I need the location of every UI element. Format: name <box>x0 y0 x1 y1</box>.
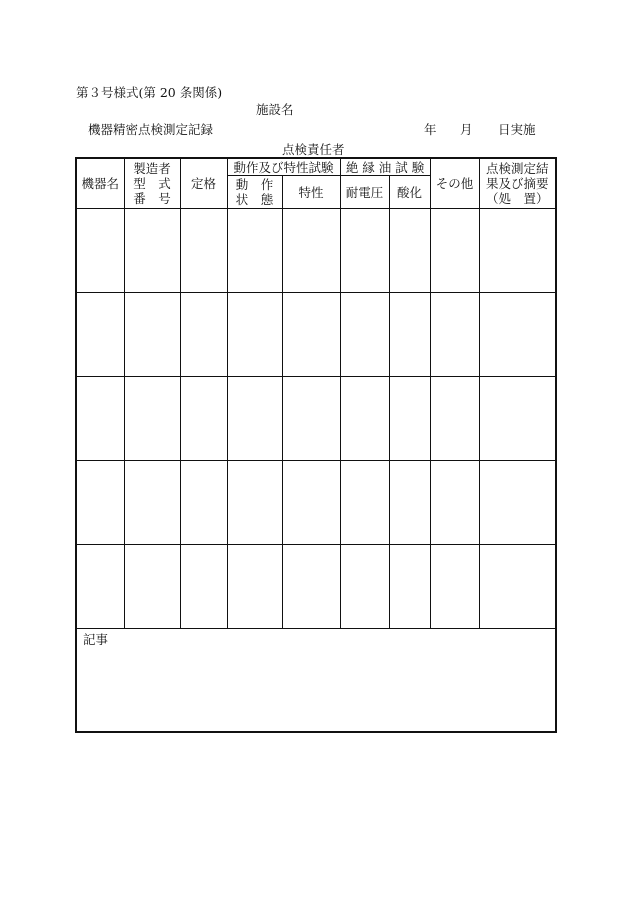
table-cell[interactable] <box>124 293 180 377</box>
table-cell[interactable] <box>180 209 227 293</box>
table-cell[interactable] <box>430 545 479 629</box>
table-cell[interactable] <box>76 293 124 377</box>
table-cell[interactable] <box>389 377 430 461</box>
table-cell[interactable] <box>227 209 282 293</box>
table-cell[interactable] <box>340 293 389 377</box>
header-result-summary: 点検測定結 果及び摘要 （処 置） <box>479 158 556 209</box>
table-cell[interactable] <box>479 293 556 377</box>
header-oxidation: 酸化 <box>389 176 430 209</box>
form-number: 第３号様式(第 20 条関係) <box>76 85 223 100</box>
table-row <box>76 377 556 461</box>
header-insulating-oil-tests: 絶 縁 油 試 験 <box>340 158 430 176</box>
table-cell[interactable] <box>227 545 282 629</box>
header-rating: 定格 <box>180 158 227 209</box>
table-row <box>76 209 556 293</box>
table-cell[interactable] <box>76 209 124 293</box>
table-cell[interactable] <box>180 461 227 545</box>
header-maker-model-number: 製造者 型 式 番 号 <box>124 158 180 209</box>
table-cell[interactable] <box>430 293 479 377</box>
table-row <box>76 293 556 377</box>
table-cell[interactable] <box>180 377 227 461</box>
table-cell[interactable] <box>124 377 180 461</box>
table-cell[interactable] <box>282 461 340 545</box>
date-day-label: 日実施 <box>498 122 536 137</box>
date-year-label: 年 <box>424 122 437 137</box>
header-operation-tests: 動作及び特性試験 <box>227 158 340 176</box>
table-cell[interactable] <box>430 461 479 545</box>
notes-cell[interactable] <box>76 629 556 733</box>
table-cell[interactable] <box>76 461 124 545</box>
table-cell[interactable] <box>389 545 430 629</box>
notes-label: 記事 <box>83 632 109 647</box>
header-withstand-voltage: 耐電圧 <box>340 176 389 209</box>
record-title: 機器精密点検測定記録 <box>88 122 214 137</box>
table-cell[interactable] <box>180 545 227 629</box>
table-row <box>76 545 556 629</box>
table-cell[interactable] <box>76 377 124 461</box>
header-operation-state: 動 作 状 態 <box>227 176 282 209</box>
table-cell[interactable] <box>430 377 479 461</box>
table-cell[interactable] <box>282 377 340 461</box>
table-cell[interactable] <box>76 545 124 629</box>
header-equipment-name: 機器名 <box>76 158 124 209</box>
table-cell[interactable] <box>282 209 340 293</box>
table-cell[interactable] <box>389 293 430 377</box>
header-other: その他 <box>430 158 479 209</box>
table-cell[interactable] <box>282 545 340 629</box>
table-cell[interactable] <box>124 209 180 293</box>
header-characteristics: 特性 <box>282 176 340 209</box>
table-cell[interactable] <box>124 545 180 629</box>
table-cell[interactable] <box>479 545 556 629</box>
table-cell[interactable] <box>340 377 389 461</box>
table-cell[interactable] <box>479 209 556 293</box>
table-row <box>76 461 556 545</box>
table-cell[interactable] <box>282 293 340 377</box>
table-cell[interactable] <box>389 461 430 545</box>
table-cell[interactable] <box>227 461 282 545</box>
table-cell[interactable] <box>479 461 556 545</box>
table-cell[interactable] <box>227 377 282 461</box>
inspection-table <box>75 157 557 733</box>
facility-name-label: 施設名 <box>256 102 294 117</box>
inspection-responsible-label: 点検責任者 <box>282 142 345 157</box>
table-cell[interactable] <box>430 209 479 293</box>
table-cell[interactable] <box>124 461 180 545</box>
table-cell[interactable] <box>340 209 389 293</box>
table-cell[interactable] <box>479 377 556 461</box>
table-cell[interactable] <box>340 545 389 629</box>
table-cell[interactable] <box>340 461 389 545</box>
table-cell[interactable] <box>389 209 430 293</box>
date-month-label: 月 <box>460 122 473 137</box>
table-cell[interactable] <box>180 293 227 377</box>
table-cell[interactable] <box>227 293 282 377</box>
